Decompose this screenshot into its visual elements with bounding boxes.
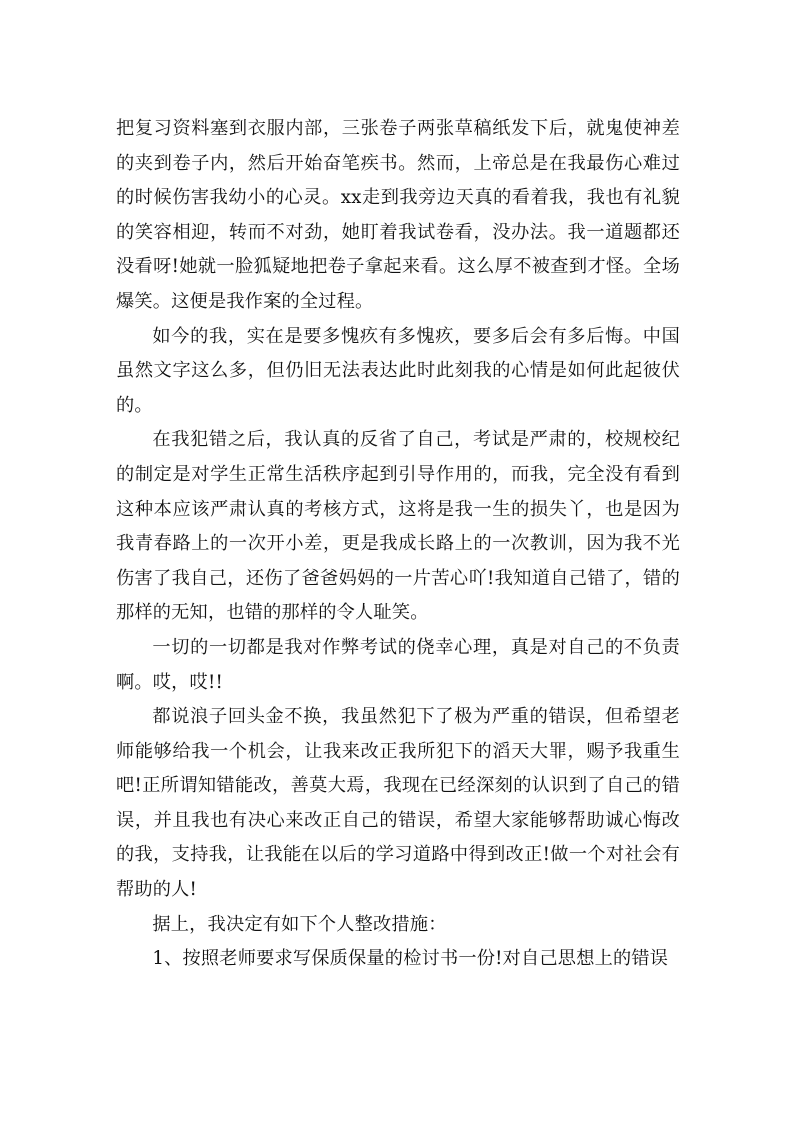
paragraph-list-item: 1、按照老师要求写保质保量的检讨书一份!对自己思想上的错误 [152, 948, 669, 970]
paragraph-continuation: 把复习资料塞到衣服内部，三张卷子两张草稿纸发下后，就鬼使神差的夹到卷子内，然后开始奋笔疾书。然而，上帝总是在我最伤心难过的时候伤害我幼小的心灵。xx走到我旁边天真的看着我，我也有礼貌的笑容相迎，转而不对劲，她盯着我试卷看，没办法。我一道题都还没看呀!她就一脸狐疑地把卷子拿起来看。这么厚不被查到才怪。全场爆笑。这便是我作案的全过程。 [116, 118, 680, 312]
paragraph: 如今的我，实在是要多愧疚有多愧疚，要多后会有多后悔。中国虽然文字这么多，但仍旧无法表达此时此刻我的心情是如何此起彼伏的。 [116, 325, 680, 416]
paragraph: 一切的一切都是我对作弊考试的侥幸心理，真是对自己的不负责啊。哎，哎!! [116, 636, 680, 693]
document-body [116, 112, 680, 977]
paragraph: 在我犯错之后，我认真的反省了自己，考试是严肃的，校规校纪的制定是对学生正常生活秩序起到引导作用的，而我，完全没有看到这种本应该严肃认真的考核方式，这将是我一生的损失丫，也是因为我青春路上的一次开小差，更是我成长路上的一次教训，因为我不光伤害了我自己，还伤了爸爸妈妈的一片苦心吖!我知道自己错了，错的那样的无知，也错的那样的令人耻笑。 [116, 429, 680, 624]
paragraph: 据上，我决定有如下个人整改措施： [152, 913, 447, 935]
paragraph: 都说浪子回头金不换，我虽然犯下了极为严重的错误，但希望老师能够给我一个机会，让我来改正我所犯下的滔天大罪，赐予我重生吧!正所谓知错能改，善莫大焉，我现在已经深刻的认识到了自己的错误，并且我也有决心来改正自己的错误，希望大家能够帮助诚心悔改的我，支持我，让我能在以后的学习道路中得到改正!做一个对社会有帮助的人! [116, 706, 680, 901]
